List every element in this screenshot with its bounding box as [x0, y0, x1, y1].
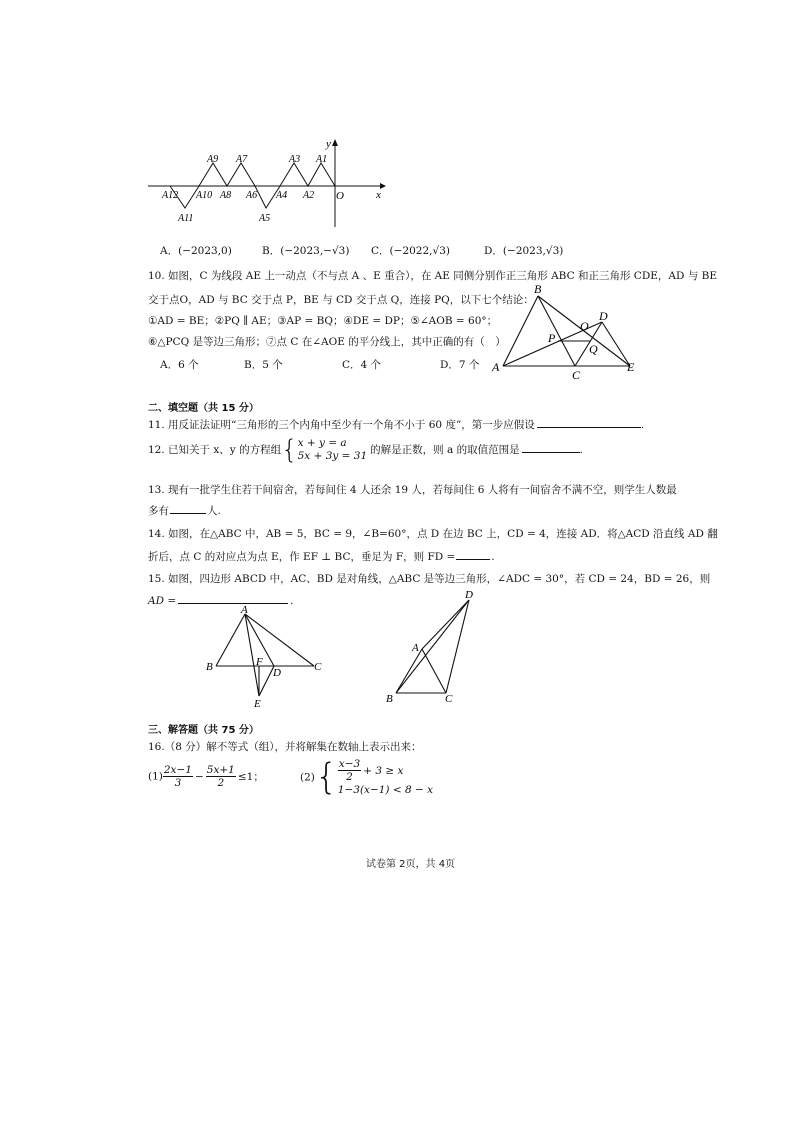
q13-line2 [148, 503, 221, 518]
q16-part2-brace: { [314, 756, 338, 798]
q12-answer-blank [522, 442, 580, 453]
q16-part1-frac2-num: 5x+1 [206, 764, 235, 776]
q16-part1-minus: − [194, 770, 204, 783]
fig15-point-c: C [445, 693, 453, 705]
q10-option-d: D．7 个 [440, 359, 480, 371]
q9-option-d-letter: D． [484, 245, 503, 257]
q10-option-c: C．4 个 [342, 359, 382, 371]
q16-part1-frac2-den: 2 [217, 777, 225, 789]
label-a10: A10 [196, 190, 213, 201]
q16-part2-frac [338, 758, 361, 783]
q15-answer-blank [178, 593, 288, 604]
q11-answer-blank [537, 417, 641, 428]
q16-part2-line1 [338, 758, 433, 783]
segment-ab [216, 614, 245, 666]
q13-line2a: 多有 [148, 505, 169, 517]
q16-part2-line1-tail: + 3 ≥ x [363, 764, 404, 777]
section-3-title: 三、解答题（共 75 分） [148, 725, 259, 736]
q9-option-c-text: (−2022,√3) [389, 245, 450, 257]
point-e: E [627, 360, 635, 374]
y-axis-arrow [332, 139, 338, 146]
label-a6: A6 [246, 190, 258, 201]
q10-figure [488, 282, 648, 382]
q14-figure [202, 604, 332, 710]
q10-line2: 交于点O，AD 与 BC 交于点 P，BE 与 CD 交于点 Q，连接 PQ，以下七个结论： [148, 294, 534, 306]
point-d: D [599, 309, 608, 323]
segment-ab [396, 649, 422, 693]
label-a9: A9 [207, 154, 219, 165]
q9-zigzag-figure [140, 132, 390, 228]
q11-text: 11. 用反证法证明“三角形的三个内角中至少有一个角不小于 60 度”，第一步应假设 [148, 419, 535, 431]
q14-line2 [148, 549, 495, 564]
label-a11: A11 [178, 213, 194, 224]
q16-part2-line2: 1−3(x−1) < 8 − x [337, 784, 434, 796]
q9-option-d-text: (−2023,√3) [502, 245, 564, 257]
segment-ad [422, 600, 469, 649]
q9-option-d [484, 243, 563, 258]
q15-line1: 15. 如图，四边形 ABCD 中，AC、BD 是对角线，△ABC 是等边三角形，∠ADC = 30°，若 CD = 24，BD = 26，则 [148, 573, 711, 585]
q16-part2-label: (2) [300, 771, 315, 784]
x-axis-arrow [380, 183, 386, 189]
q9-option-a-text: (−2023,0) [178, 245, 232, 257]
fig15-point-b: B [386, 693, 393, 705]
q14-line1: 14. 如图，在△ABC 中，AB = 5，BC = 9，∠B=60°，点 D 在边 BC 上，CD = 4，连接 AD．将△ACD 沿直线 AD 翻 [148, 528, 718, 540]
q13-line1: 13. 现有一批学生住若干间宿舍，若每间住 4 人还余 19 人，若每间住 6 人将有一间宿舍不满不空，则学生人数最 [148, 484, 677, 496]
q12-pre: 12. 已知关于 x、y 的方程组 [148, 444, 282, 456]
fig14-point-a: A [241, 604, 248, 616]
label-a7: A7 [236, 154, 248, 165]
q16-part2 [300, 758, 433, 797]
q16-part1-label: (1) [148, 770, 163, 783]
q16-part1 [148, 764, 264, 789]
label-a2: A2 [303, 190, 315, 201]
q11 [148, 417, 644, 432]
fig14-point-c: C [314, 661, 322, 673]
q10-line3: ①AD = BE；②PQ ∥ AE；③AP = BQ；④DE = DP；⑤∠AOB = 60°； [148, 315, 498, 327]
q16-part2-frac-num: x−3 [338, 758, 361, 770]
label-a4: A4 [276, 190, 288, 201]
q15-line2-text: AD = [148, 595, 177, 607]
q12-eq2: 5x + 3y = 31 [297, 450, 368, 462]
fig14-point-d: D [273, 667, 281, 679]
point-b: B [534, 282, 542, 296]
q16-part1-frac1-num: 2x−1 [163, 764, 192, 776]
q14-tail: . [491, 551, 495, 563]
q16-part1-tail: ≤1； [237, 770, 264, 783]
q15-tail: . [290, 595, 294, 607]
label-a12: A12 [162, 190, 179, 201]
page-footer: 试卷第 2页，共 4页 [366, 859, 456, 870]
q9-option-b-letter: B． [262, 245, 281, 257]
q10-option-a: A．6 个 [160, 359, 199, 371]
q12-brace: { [281, 435, 298, 465]
y-axis-label: y [326, 138, 331, 150]
q14-answer-blank [456, 549, 490, 560]
q9-option-c-letter: C． [371, 245, 390, 257]
point-q: Q [589, 342, 598, 356]
q16-part1-frac1 [163, 764, 193, 789]
q12-eq1: x + y = a [297, 437, 347, 449]
point-a: A [492, 360, 500, 374]
origin-label: O [336, 190, 344, 202]
x-axis-label: x [376, 189, 381, 201]
fig15-point-d: D [465, 589, 473, 601]
point-c: C [572, 368, 581, 382]
q16-part1-frac2 [206, 764, 236, 789]
q12-system [298, 437, 368, 463]
q14-line2-text: 折后，点 C 的对应点为点 E，作 EF ⊥ BC，垂足为 F，则 FD = [148, 551, 456, 563]
q16-title: 16.（8 分）解不等式（组），并将解集在数轴上表示出来： [148, 741, 422, 753]
label-a8: A8 [220, 190, 232, 201]
q16-part2-frac-den: 2 [346, 771, 353, 783]
q9-option-b [262, 243, 349, 258]
q16-part1-frac1-den: 3 [174, 777, 182, 789]
fig14-point-e: E [254, 698, 261, 710]
q9-option-b-text: (−2023,−√3) [280, 245, 350, 257]
section-2-title: 二、填空题（共 15 分） [148, 403, 259, 414]
segment-bc [538, 296, 575, 366]
q11-tail: . [640, 419, 645, 431]
fig15-point-a: A [412, 642, 419, 654]
label-a1: A1 [316, 154, 328, 165]
point-p: P [548, 331, 556, 345]
q10-line1: 10. 如图，C 为线段 AE 上一动点（不与点 A 、E 重合），在 AE 同侧分别作正三角形 ABC 和正三角形 CDE，AD 与 BE [148, 270, 717, 282]
q13-line2b: 人. [207, 505, 221, 517]
segment-ab [503, 296, 538, 366]
q15-figure [382, 586, 482, 708]
fig14-point-b: B [206, 661, 213, 673]
segment-ed [259, 666, 274, 696]
q9-option-c [371, 243, 450, 258]
point-o: O [580, 319, 589, 333]
q16-part2-system [338, 758, 433, 797]
q10-line4: ⑥△PCQ 是等边三角形；⑦点 C 在∠AOE 的平分线上，其中正确的有（ ） [148, 336, 506, 348]
label-a5: A5 [259, 213, 271, 224]
q12 [148, 437, 583, 463]
q12-tail: . [579, 444, 583, 456]
q9-option-a-letter: A． [160, 245, 179, 257]
q12-post: 的解是正数，则 a 的取值范围是 [370, 444, 520, 456]
label-a3: A3 [289, 154, 301, 165]
q9-option-a [160, 243, 232, 258]
segment-de [602, 322, 630, 366]
q13-answer-blank [170, 503, 206, 514]
fig14-point-f: F [256, 656, 263, 668]
q10-option-b: B．5 个 [244, 359, 283, 371]
